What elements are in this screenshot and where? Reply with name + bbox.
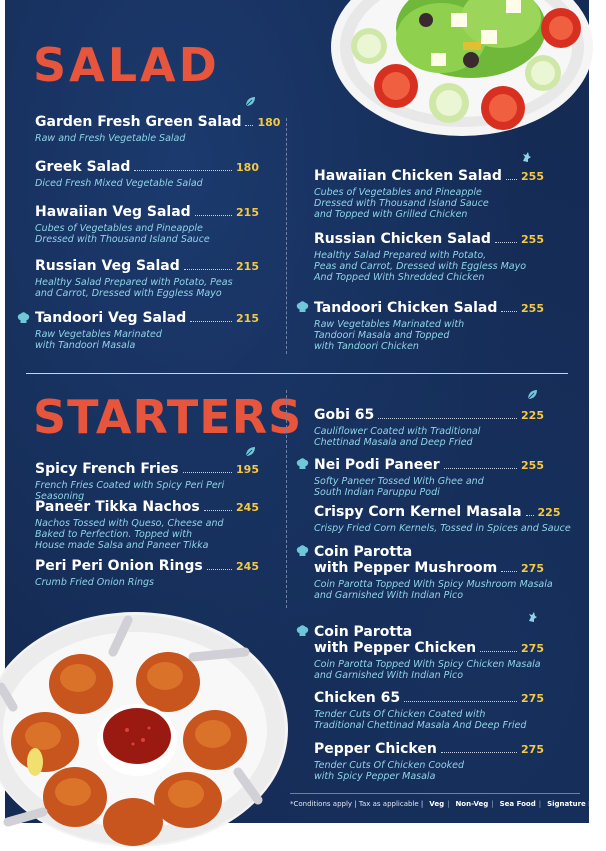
leaf-icon [244,446,256,458]
leader-dots [190,321,232,322]
chef-hat-icon [296,301,309,313]
item-description: Tender Cuts Of Chicken Coated with Traditional Chettinad Masala And Deep Fried [314,709,527,731]
leader-dots [134,170,232,171]
leader-dots [183,472,232,473]
section-divider [26,373,568,374]
legend-signature-label: Signature Dish [547,799,606,808]
item-name: Coin Parotta [314,624,413,640]
item-description: Crumb Fried Onion Rings [35,577,155,588]
leader-dots [480,651,517,652]
item-description: Raw and Fresh Vegetable Salad [35,133,186,144]
legend-seafood-label: Sea Food [499,799,536,808]
item-price: 180 [236,161,259,174]
menu-item-pepper-chicken [314,741,544,782]
item-name: Crispy Corn Kernel Masala [314,504,522,520]
item-price: 255 [521,233,544,246]
leader-dots [184,269,232,270]
leader-dots [441,752,517,753]
item-price: 225 [521,409,544,422]
item-price: 275 [521,692,544,705]
salad-column-divider [286,118,287,354]
item-name: Peri Peri Onion Rings [35,558,203,574]
item-name: Russian Chicken Salad [314,231,491,247]
menu-item-gobi-65 [314,407,544,448]
leader-dots [501,571,517,572]
item-description: French Fries Coated with Spicy Peri Peri Seasoning [35,480,225,502]
item-description: Tender Cuts Of Chicken Cooked with Spicy Pepper Masala [314,760,465,782]
item-price: 195 [236,463,259,476]
item-description: Crispy Fried Corn Kernels, Tossed in Spices and Sauce [314,523,571,534]
item-price: 275 [521,562,544,575]
item-name: Tandoori Veg Salad [35,310,187,326]
item-name: Coin Parotta [314,544,413,560]
leaf-icon [244,96,256,108]
item-price: 215 [236,312,259,325]
item-description: Raw Vegetables Marinated with Tandoori Masala and Topped with Tandoori Chicken [314,319,465,352]
starters-column-divider [286,390,287,608]
item-description: Raw Vegetables Marinated with Tandoori Masala [35,329,162,351]
item-description: Diced Fresh Mixed Vegetable Salad [35,178,203,189]
menu-item-peri-peri-onion-rings [35,558,259,588]
leader-dots [501,311,517,312]
menu-item-garden-fresh-green-salad [35,114,281,144]
item-description: Softy Paneer Tossed With Ghee and South Indian Paruppu Podi [314,476,484,498]
item-description: Healthy Salad Prepared with Potato, Peas and Carrot, Dressed with Eggless Mayo And Topped With Shredded Chicken [314,250,527,283]
item-name: Chicken 65 [314,690,401,706]
chicken-icon [526,611,538,623]
leader-dots [378,418,517,419]
item-name: Garden Fresh Green Salad [35,114,242,130]
item-description: Cubes of Vegetables and Pineapple Dressed with Thousand Island Sauce [35,223,210,245]
item-name: Spicy French Fries [35,461,179,477]
chef-hat-icon [17,312,30,324]
menu-item-crispy-corn-kernel-masala [314,504,571,534]
chicken-icon [520,151,532,163]
legend-note: *Conditions apply | Tax as applicable | [290,799,424,808]
item-price: 255 [521,302,544,315]
leader-dots [195,215,232,216]
salad-heading: SALAD [33,38,220,92]
item-name-line2: with Pepper Mushroom [314,560,498,576]
menu-item-hawaiian-chicken-salad [314,168,544,220]
menu-item-spicy-french-fries [35,461,259,502]
menu-item-coin-parotta-pepper-chicken [314,624,544,681]
menu-item-tandoori-chicken-salad [314,300,544,352]
item-price: 275 [521,642,544,655]
chef-hat-icon [296,625,309,637]
leader-dots [526,515,534,516]
item-price: 275 [521,743,544,756]
menu-item-hawaiian-veg-salad [35,204,259,245]
chef-hat-icon [296,458,309,470]
legend-veg-label: Veg [429,799,445,808]
legend: *Conditions apply | Tax as applicable | Veg | Non-Veg | Sea Food | Signature Dish [290,799,580,808]
leader-dots [245,125,253,126]
leader-dots [204,510,232,511]
menu-item-russian-veg-salad [35,258,259,299]
leader-dots [506,179,517,180]
leader-dots [404,701,517,702]
item-price: 215 [236,260,259,273]
item-name-line2: with Pepper Chicken [314,640,477,656]
item-name: Pepper Chicken [314,741,437,757]
item-name: Hawaiian Veg Salad [35,204,191,220]
leader-dots [444,468,517,469]
item-description: Coin Parotta Topped With Spicy Chicken Masala and Garnished With Indian Pico [314,659,541,681]
menu-item-russian-chicken-salad [314,231,544,283]
legend-divider [290,793,580,794]
item-name: Russian Veg Salad [35,258,180,274]
item-name: Gobi 65 [314,407,375,423]
item-price: 225 [537,506,561,519]
item-name: Hawaiian Chicken Salad [314,168,502,184]
item-price: 245 [236,560,259,573]
item-name: Greek Salad [35,159,131,175]
menu-item-greek-salad [35,159,259,189]
leader-dots [207,569,232,570]
menu-item-nei-podi-paneer [314,457,544,498]
menu-item-chicken-65 [314,690,544,731]
item-description: Cauliflower Coated with Traditional Chettinad Masala and Deep Fried [314,426,481,448]
item-price: 215 [236,206,259,219]
item-price: 245 [236,501,259,514]
menu-item-coin-parotta-pepper-mushroom [314,544,553,601]
item-price: 255 [521,170,544,183]
leaf-icon [526,389,538,401]
item-name: Paneer Tikka Nachos [35,499,200,515]
chicken-lollipop-photo [0,612,288,847]
item-name: Tandoori Chicken Salad [314,300,498,316]
item-description: Cubes of Vegetables and Pineapple Dressed with Thousand Island Sauce and Topped with Grilled Chicken [314,187,489,220]
legend-nonveg-label: Non-Veg [455,799,489,808]
leader-dots [495,242,517,243]
chef-hat-icon [296,545,309,557]
item-description: Nachos Tossed with Queso, Cheese and Baked to Perfection. Topped with House made Salsa and Paneer Tikka [35,518,224,551]
item-description: Healthy Salad Prepared with Potato, Peas and Carrot, Dressed with Eggless Mayo [35,277,233,299]
menu-item-tandoori-veg-salad [35,310,259,351]
starters-heading: STARTERS [33,390,303,444]
menu-item-paneer-tikka-nachos [35,499,259,551]
item-price: 180 [257,116,281,129]
item-price: 255 [521,459,544,472]
item-description: Coin Parotta Topped With Spicy Mushroom Masala and Garnished With Indian Pico [314,579,553,601]
menu-page [5,0,606,823]
salad-photo [331,0,593,136]
item-name: Nei Podi Paneer [314,457,440,473]
